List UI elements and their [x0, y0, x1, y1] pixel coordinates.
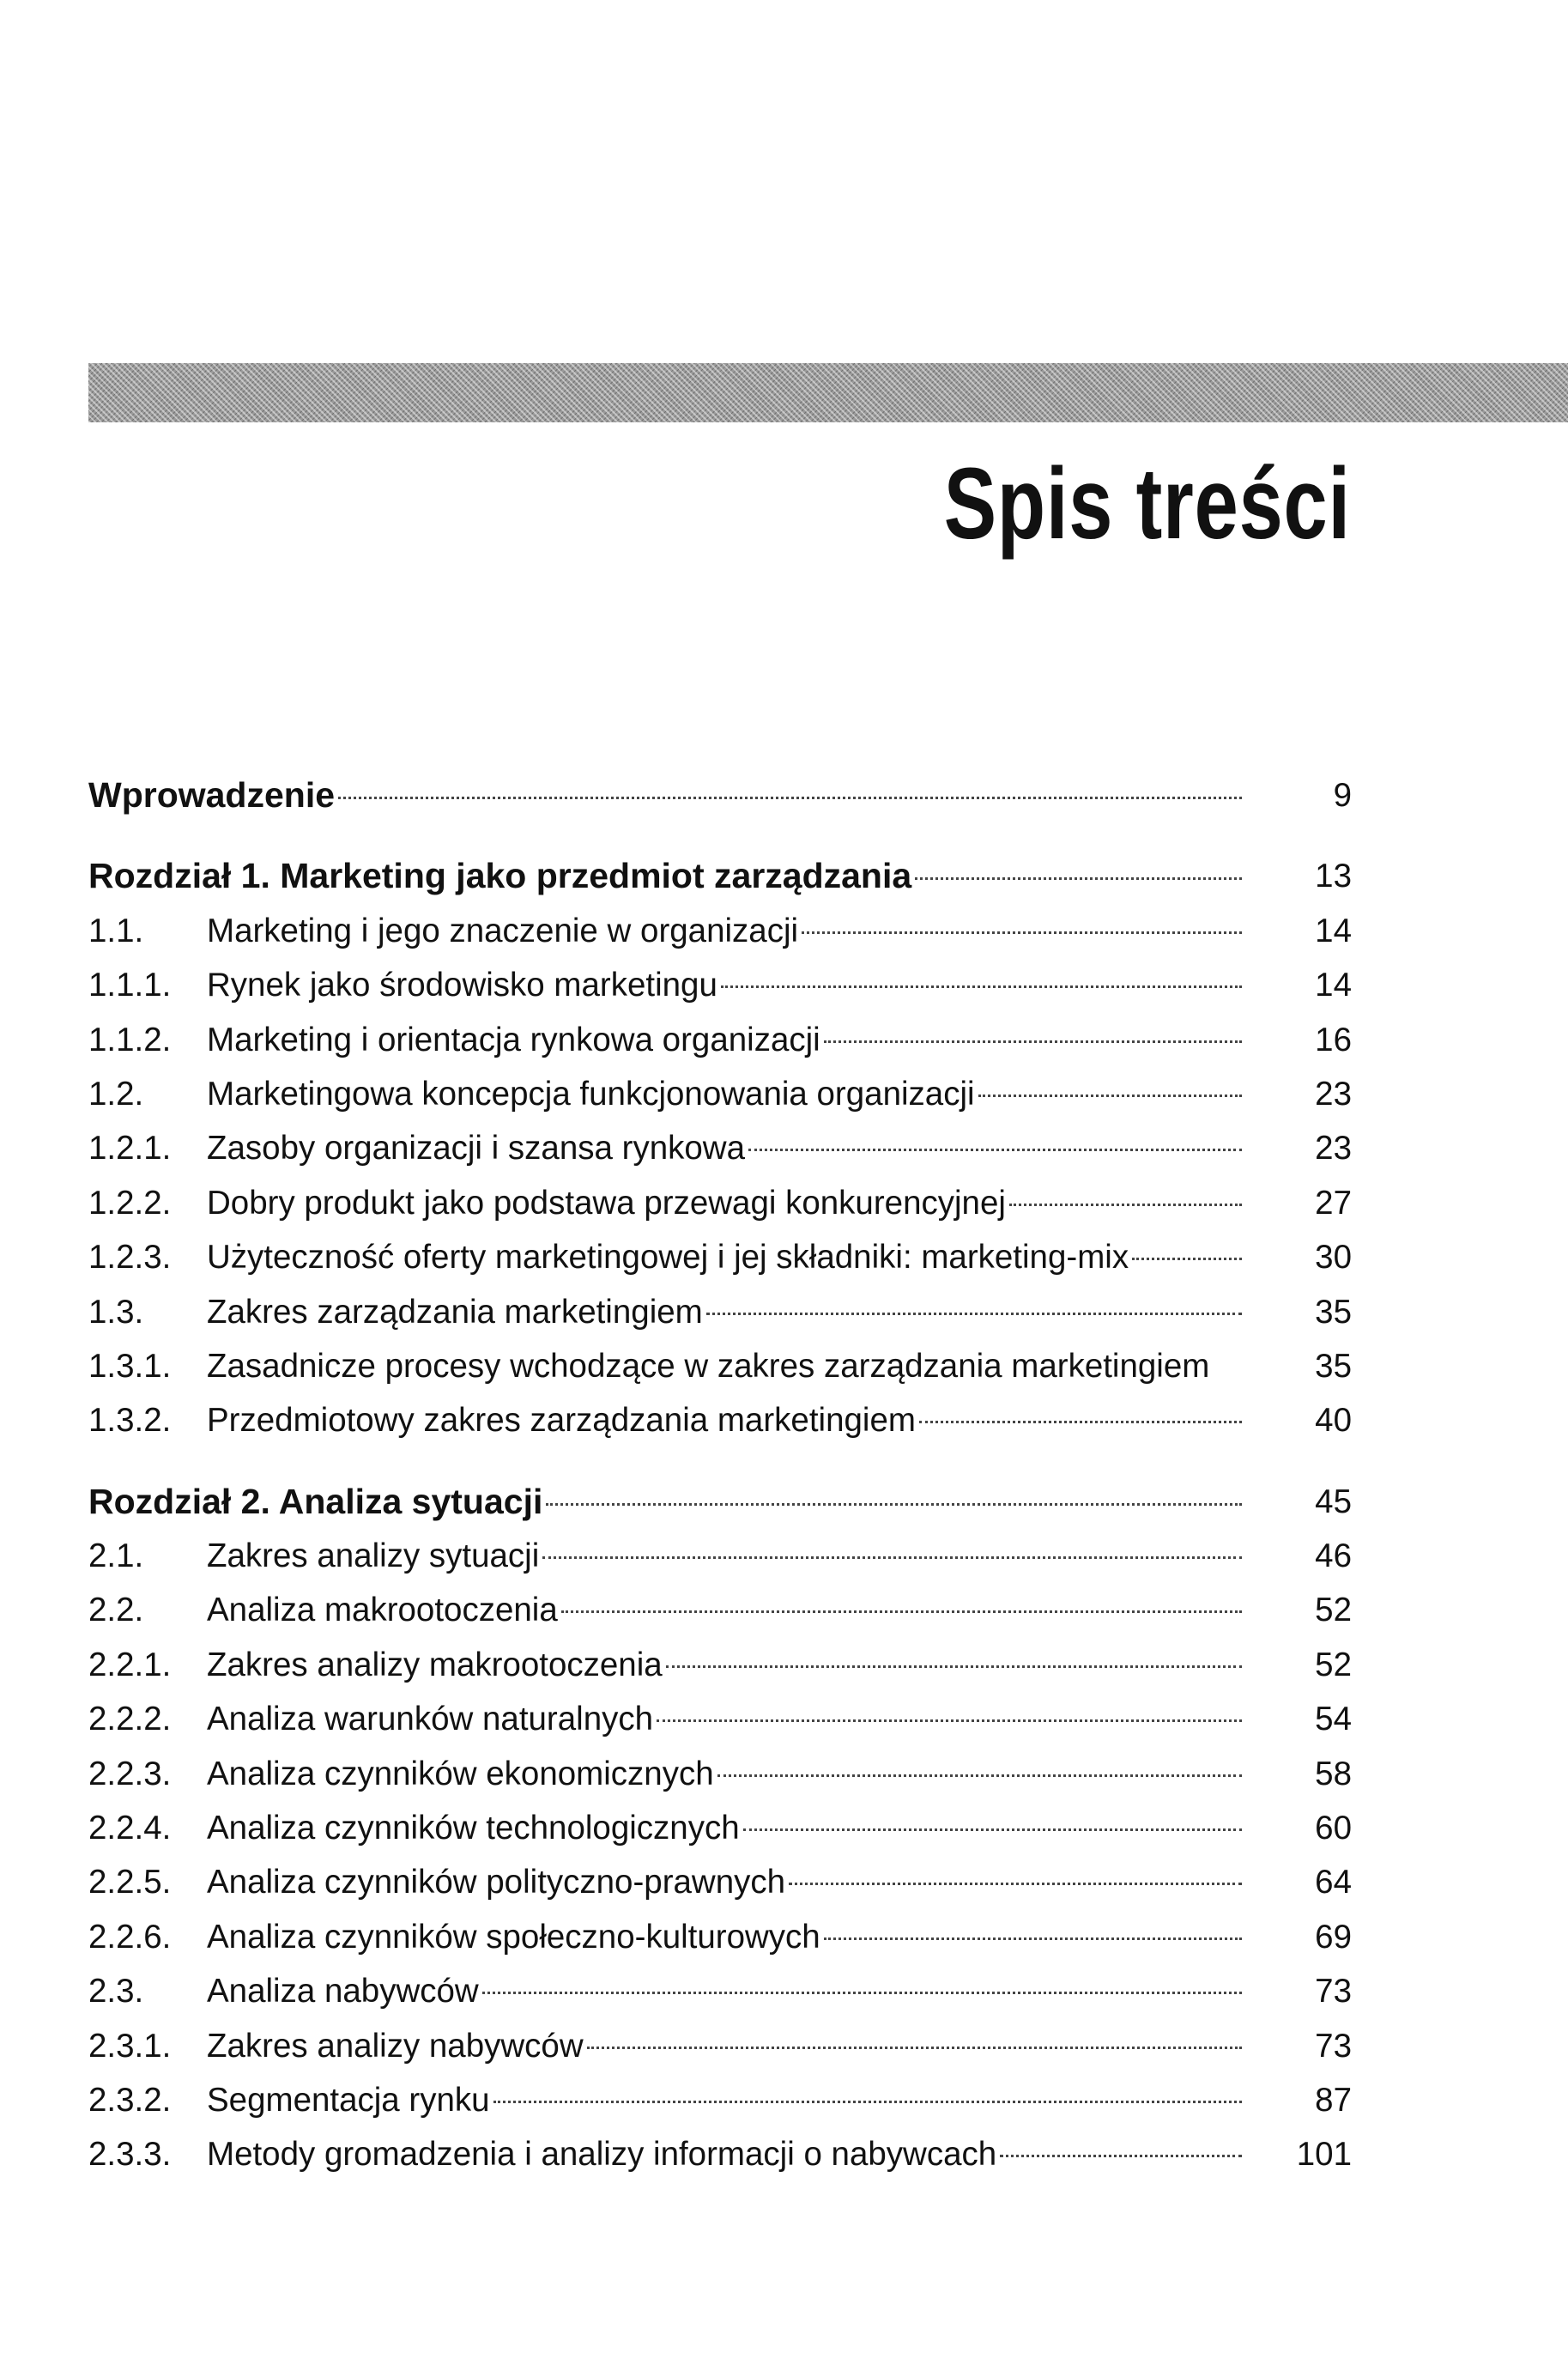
toc-entry-title: Zakres analizy sytuacji: [207, 1537, 540, 1575]
toc-section-entry: [88, 1801, 1352, 1855]
toc-entry-title: Zasadnicze procesy wchodzące w zakres zarządzania marketingiem: [207, 1347, 1210, 1385]
toc-page-number: 73: [1315, 2027, 1352, 2065]
dot-leader: [657, 1719, 1242, 1722]
toc-entry-number: 2.2.3.: [88, 1755, 172, 1792]
toc-entry-title: Dobry produkt jako podstawa przewagi konkurencyjnej: [207, 1184, 1006, 1222]
dot-leader: [919, 1420, 1242, 1423]
toc-entry-number: 2.2.2.: [88, 1701, 172, 1738]
toc-chapter-entry: [88, 1475, 1352, 1529]
toc-page-number: 16: [1315, 1021, 1352, 1058]
toc-entry-title: Metody gromadzenia i analizy informacji o nabywcach: [207, 2136, 997, 2174]
toc-chapter-entry: [88, 768, 1352, 822]
toc-entry-number: 2.2.1.: [88, 1646, 172, 1683]
toc-section-entry: [88, 1013, 1352, 1067]
toc-chapter-entry: [88, 849, 1352, 903]
toc-section-entry: [88, 2073, 1352, 2127]
toc-page-number: 23: [1315, 1075, 1352, 1113]
table-of-contents: [88, 768, 1352, 2182]
toc-entry-title: Marketing i orientacja rynkowa organizacji: [207, 1021, 820, 1058]
dot-leader: [915, 876, 1242, 880]
toc-section-entry: [88, 1692, 1352, 1746]
toc-page-number: 46: [1315, 1537, 1352, 1575]
toc-page-number: 13: [1315, 858, 1352, 895]
toc-entry-title: Analiza czynników społeczno-kulturowych: [207, 1918, 820, 1956]
dot-leader: [721, 985, 1242, 988]
toc-entry-number: 1.2.2.: [88, 1184, 172, 1222]
dot-leader: [978, 1094, 1242, 1097]
toc-entry-number: 1.2.3.: [88, 1239, 172, 1277]
toc-section-entry: [88, 1747, 1352, 1801]
toc-entry-title: Analiza makrootoczenia: [207, 1592, 558, 1629]
toc-entry-title: Marketingowa koncepcja funkcjonowania organizacji: [207, 1075, 975, 1113]
toc-entry-number: 2.2.: [88, 1592, 144, 1629]
toc-entry-title: Zasoby organizacji i szansa rynkowa: [207, 1130, 745, 1167]
toc-page-number: 45: [1315, 1483, 1352, 1520]
toc-page-number: 35: [1315, 1347, 1352, 1385]
toc-entry-number: 2.2.6.: [88, 1918, 172, 1956]
dot-leader: [338, 796, 1242, 799]
toc-entry-title: Przedmiotowy zakres zarządzania marketingiem: [207, 1402, 916, 1440]
toc-page-number: 40: [1315, 1402, 1352, 1440]
toc-page-number: 60: [1315, 1810, 1352, 1847]
toc-entry-title: Zakres analizy makrootoczenia: [207, 1646, 663, 1683]
toc-section-entry: [88, 1230, 1352, 1284]
toc-section-entry: [88, 1393, 1352, 1447]
dot-leader: [802, 931, 1242, 934]
toc-page-number: 23: [1315, 1130, 1352, 1167]
dot-leader: [717, 1774, 1242, 1777]
toc-section-entry: [88, 1529, 1352, 1583]
toc-entry-title: Wprowadzenie: [88, 775, 336, 815]
toc-page-number: 14: [1315, 967, 1352, 1004]
toc-page-number: 30: [1315, 1239, 1352, 1277]
toc-page-number: 14: [1315, 912, 1352, 949]
toc-entry-number: 2.2.5.: [88, 1864, 172, 1901]
toc-entry-number: 2.2.4.: [88, 1810, 172, 1847]
dot-leader: [666, 1665, 1242, 1668]
toc-entry-title: Analiza czynników polityczno-prawnych: [207, 1864, 786, 1901]
toc-section-entry: [88, 904, 1352, 958]
toc-section-entry: [88, 1067, 1352, 1121]
dot-leader: [706, 1312, 1242, 1315]
toc-section-entry: [88, 1964, 1352, 2018]
toc-page-number: 101: [1296, 2136, 1352, 2174]
toc-section-entry: [88, 958, 1352, 1012]
toc-entry-number: 2.3.3.: [88, 2136, 172, 2174]
toc-entry-number: 1.3.2.: [88, 1402, 172, 1440]
toc-entry-number: 1.2.1.: [88, 1130, 172, 1167]
toc-entry-title: Analiza warunków naturalnych: [207, 1701, 654, 1738]
toc-page-number: 58: [1315, 1755, 1352, 1792]
toc-page-number: 54: [1315, 1701, 1352, 1738]
toc-section-entry: [88, 1176, 1352, 1230]
toc-entry-number: 2.3.1.: [88, 2027, 172, 2065]
toc-entry-title: Użyteczność oferty marketingowej i jej składniki: marketing-mix: [207, 1239, 1129, 1277]
toc-section-entry: [88, 2019, 1352, 2073]
toc-section-entry: [88, 1638, 1352, 1692]
dot-leader: [1000, 2154, 1242, 2157]
toc-section-entry: [88, 1285, 1352, 1339]
toc-page-number: 73: [1315, 1973, 1352, 2010]
toc-entry-number: 1.1.: [88, 912, 144, 949]
dot-leader: [743, 1828, 1242, 1831]
dot-leader: [493, 2100, 1242, 2103]
dot-leader: [482, 1991, 1242, 1994]
toc-entry-number: 1.2.: [88, 1075, 144, 1113]
toc-entry-title: Segmentacja rynku: [207, 2081, 490, 2119]
toc-entry-title: Analiza czynników ekonomicznych: [207, 1755, 714, 1792]
toc-section-entry: [88, 1910, 1352, 1964]
toc-entry-number: 1.1.1.: [88, 967, 172, 1004]
dot-leader: [1132, 1257, 1242, 1260]
dot-leader: [824, 1937, 1242, 1940]
toc-entry-title: Rozdział 2. Analiza sytuacji: [88, 1481, 543, 1521]
toc-entry-title: Analiza czynników technologicznych: [207, 1810, 740, 1847]
toc-entry-title: Marketing i jego znaczenie w organizacji: [207, 912, 799, 949]
dot-leader: [542, 1555, 1242, 1559]
dot-leader: [789, 1882, 1242, 1885]
toc-entry-number: 1.3.1.: [88, 1347, 172, 1385]
toc-page-number: 35: [1315, 1293, 1352, 1331]
dot-leader: [748, 1148, 1242, 1151]
toc-entry-title: Rozdział 1. Marketing jako przedmiot zarządzania: [88, 856, 912, 896]
toc-section-entry: [88, 2127, 1352, 2181]
toc-page-number: 87: [1315, 2081, 1352, 2119]
toc-entry-title: Rynek jako środowisko marketingu: [207, 967, 717, 1004]
toc-section-entry: [88, 1121, 1352, 1175]
toc-entry-number: 1.1.2.: [88, 1021, 172, 1058]
dot-leader: [546, 1502, 1242, 1506]
toc-entry-number: 1.3.: [88, 1293, 144, 1331]
toc-section-entry: [88, 1583, 1352, 1637]
dot-leader: [824, 1040, 1242, 1043]
toc-page-number: 27: [1315, 1184, 1352, 1222]
decorative-header-band: [88, 363, 1568, 422]
toc-section-entry: [88, 1855, 1352, 1909]
toc-page-number: 52: [1315, 1592, 1352, 1629]
dot-leader: [587, 2046, 1242, 2049]
toc-section-entry: [88, 1339, 1352, 1393]
toc-entry-title: Zakres zarządzania marketingiem: [207, 1293, 703, 1331]
toc-page-number: 52: [1315, 1646, 1352, 1683]
toc-entry-number: 2.1.: [88, 1537, 144, 1575]
dot-leader: [1009, 1203, 1242, 1206]
toc-page-number: 9: [1333, 777, 1352, 814]
dot-leader: [561, 1610, 1242, 1613]
toc-entry-number: 2.3.2.: [88, 2081, 172, 2119]
toc-entry-title: Analiza nabywców: [207, 1973, 479, 2010]
toc-page-number: 64: [1315, 1864, 1352, 1901]
toc-page-number: 69: [1315, 1918, 1352, 1956]
toc-entry-title: Zakres analizy nabywców: [207, 2027, 584, 2065]
page-title: Spis treści: [943, 447, 1351, 561]
toc-entry-number: 2.3.: [88, 1973, 144, 2010]
